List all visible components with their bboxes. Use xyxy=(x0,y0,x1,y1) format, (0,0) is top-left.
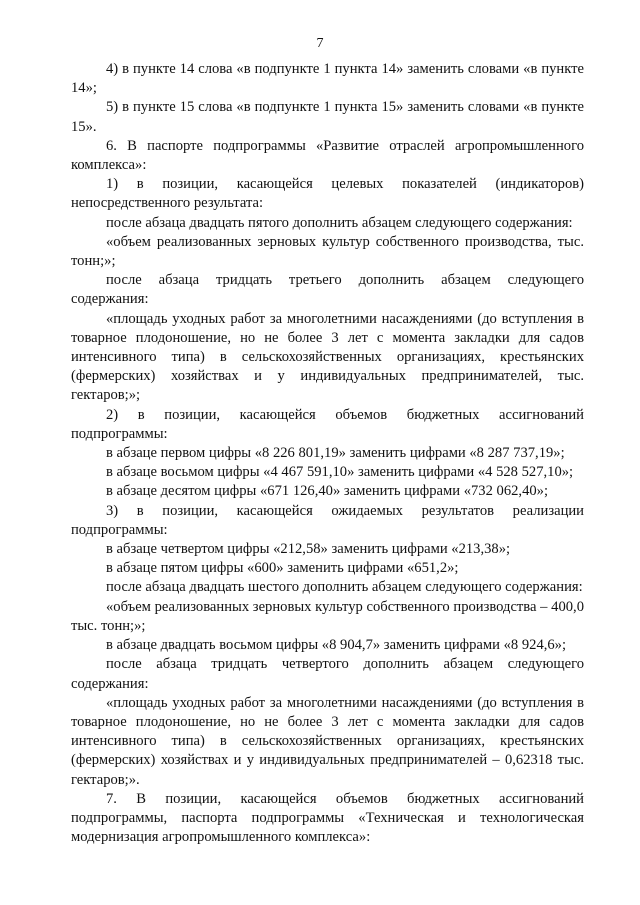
paragraph: в абзаце десятом цифры «671 126,40» заменить цифрами «732 062,40»; xyxy=(106,483,549,500)
paragraph: в абзаце первом цифры «8 226 801,19» заменить цифрами «8 287 737,19»; xyxy=(106,445,565,462)
paragraph: «площадь уходных работ за многолетними насаждениями (до вступления в товарное плодоношение, но не более 3 лет с момента закладки для садов интенсивного типа) в сельскохозяйственных организациях, крестьянских (фермерских) хозяйствах и у индивидуальных предпринимателей, тыс. гектаров;»; xyxy=(71,310,584,404)
paragraph: после абзаца двадцать шестого дополнить абзацем следующего содержания: xyxy=(106,579,583,596)
paragraph: после абзаца тридцать третьего дополнить абзацем следующего содержания: xyxy=(71,272,584,308)
paragraph: «объем реализованных зерновых культур собственного производства, тыс. тонн;»; xyxy=(71,233,584,270)
paragraph: 3) в позиции, касающейся ожидаемых результатов реализации подпрограммы: xyxy=(71,502,584,538)
document-body xyxy=(71,60,584,847)
paragraph: 1) в позиции, касающейся целевых показателей (индикаторов) непосредственного результата: xyxy=(71,176,584,212)
paragraph: «объем реализованных зерновых культур собственного производства – 400,0 тыс. тонн;»; xyxy=(71,598,584,634)
paragraph: 6. В паспорте подпрограммы «Развитие отраслей агропромышленного комплекса»: xyxy=(71,137,584,174)
paragraph: «площадь уходных работ за многолетними насаждениями (до вступления в товарное плодоношение, но не более 3 лет с момента закладки для садов интенсивного типа) в сельскохозяйственных организациях, крестьянских (фермерских) хозяйствах и у индивидуальных предпринимателей – 0,62318 тыс. гектаров;». xyxy=(71,694,584,788)
paragraph: после абзаца двадцать пятого дополнить абзацем следующего содержания: xyxy=(106,214,573,231)
paragraph: в абзаце восьмом цифры «4 467 591,10» заменить цифрами «4 528 527,10»; xyxy=(106,464,574,481)
paragraph: 4) в пункте 14 слова «в подпункте 1 пункта 14» заменить словами «в пункте 14»; xyxy=(71,61,584,97)
paragraph: 5) в пункте 15 слова «в подпункте 1 пункта 15» заменить словами «в пункте 15». xyxy=(71,99,584,135)
paragraph: после абзаца тридцать четвертого дополнить абзацем следующего содержания: xyxy=(71,656,584,692)
paragraph: в абзаце четвертом цифры «212,58» заменить цифрами «213,38»; xyxy=(106,541,511,558)
paragraph: в абзаце двадцать восьмом цифры «8 904,7» заменить цифрами «8 924,6»; xyxy=(106,637,567,654)
paragraph: 7. В позиции, касающейся объемов бюджетных ассигнований подпрограммы, паспорта подпрограммы «Техническая и технологическая модернизация агропромышленного комплекса»: xyxy=(71,790,584,846)
paragraph: 2) в позиции, касающейся объемов бюджетных ассигнований подпрограммы: xyxy=(71,406,584,442)
paragraph: в абзаце пятом цифры «600» заменить цифрами «651,2»; xyxy=(106,560,459,577)
page-number: 7 xyxy=(316,36,324,51)
